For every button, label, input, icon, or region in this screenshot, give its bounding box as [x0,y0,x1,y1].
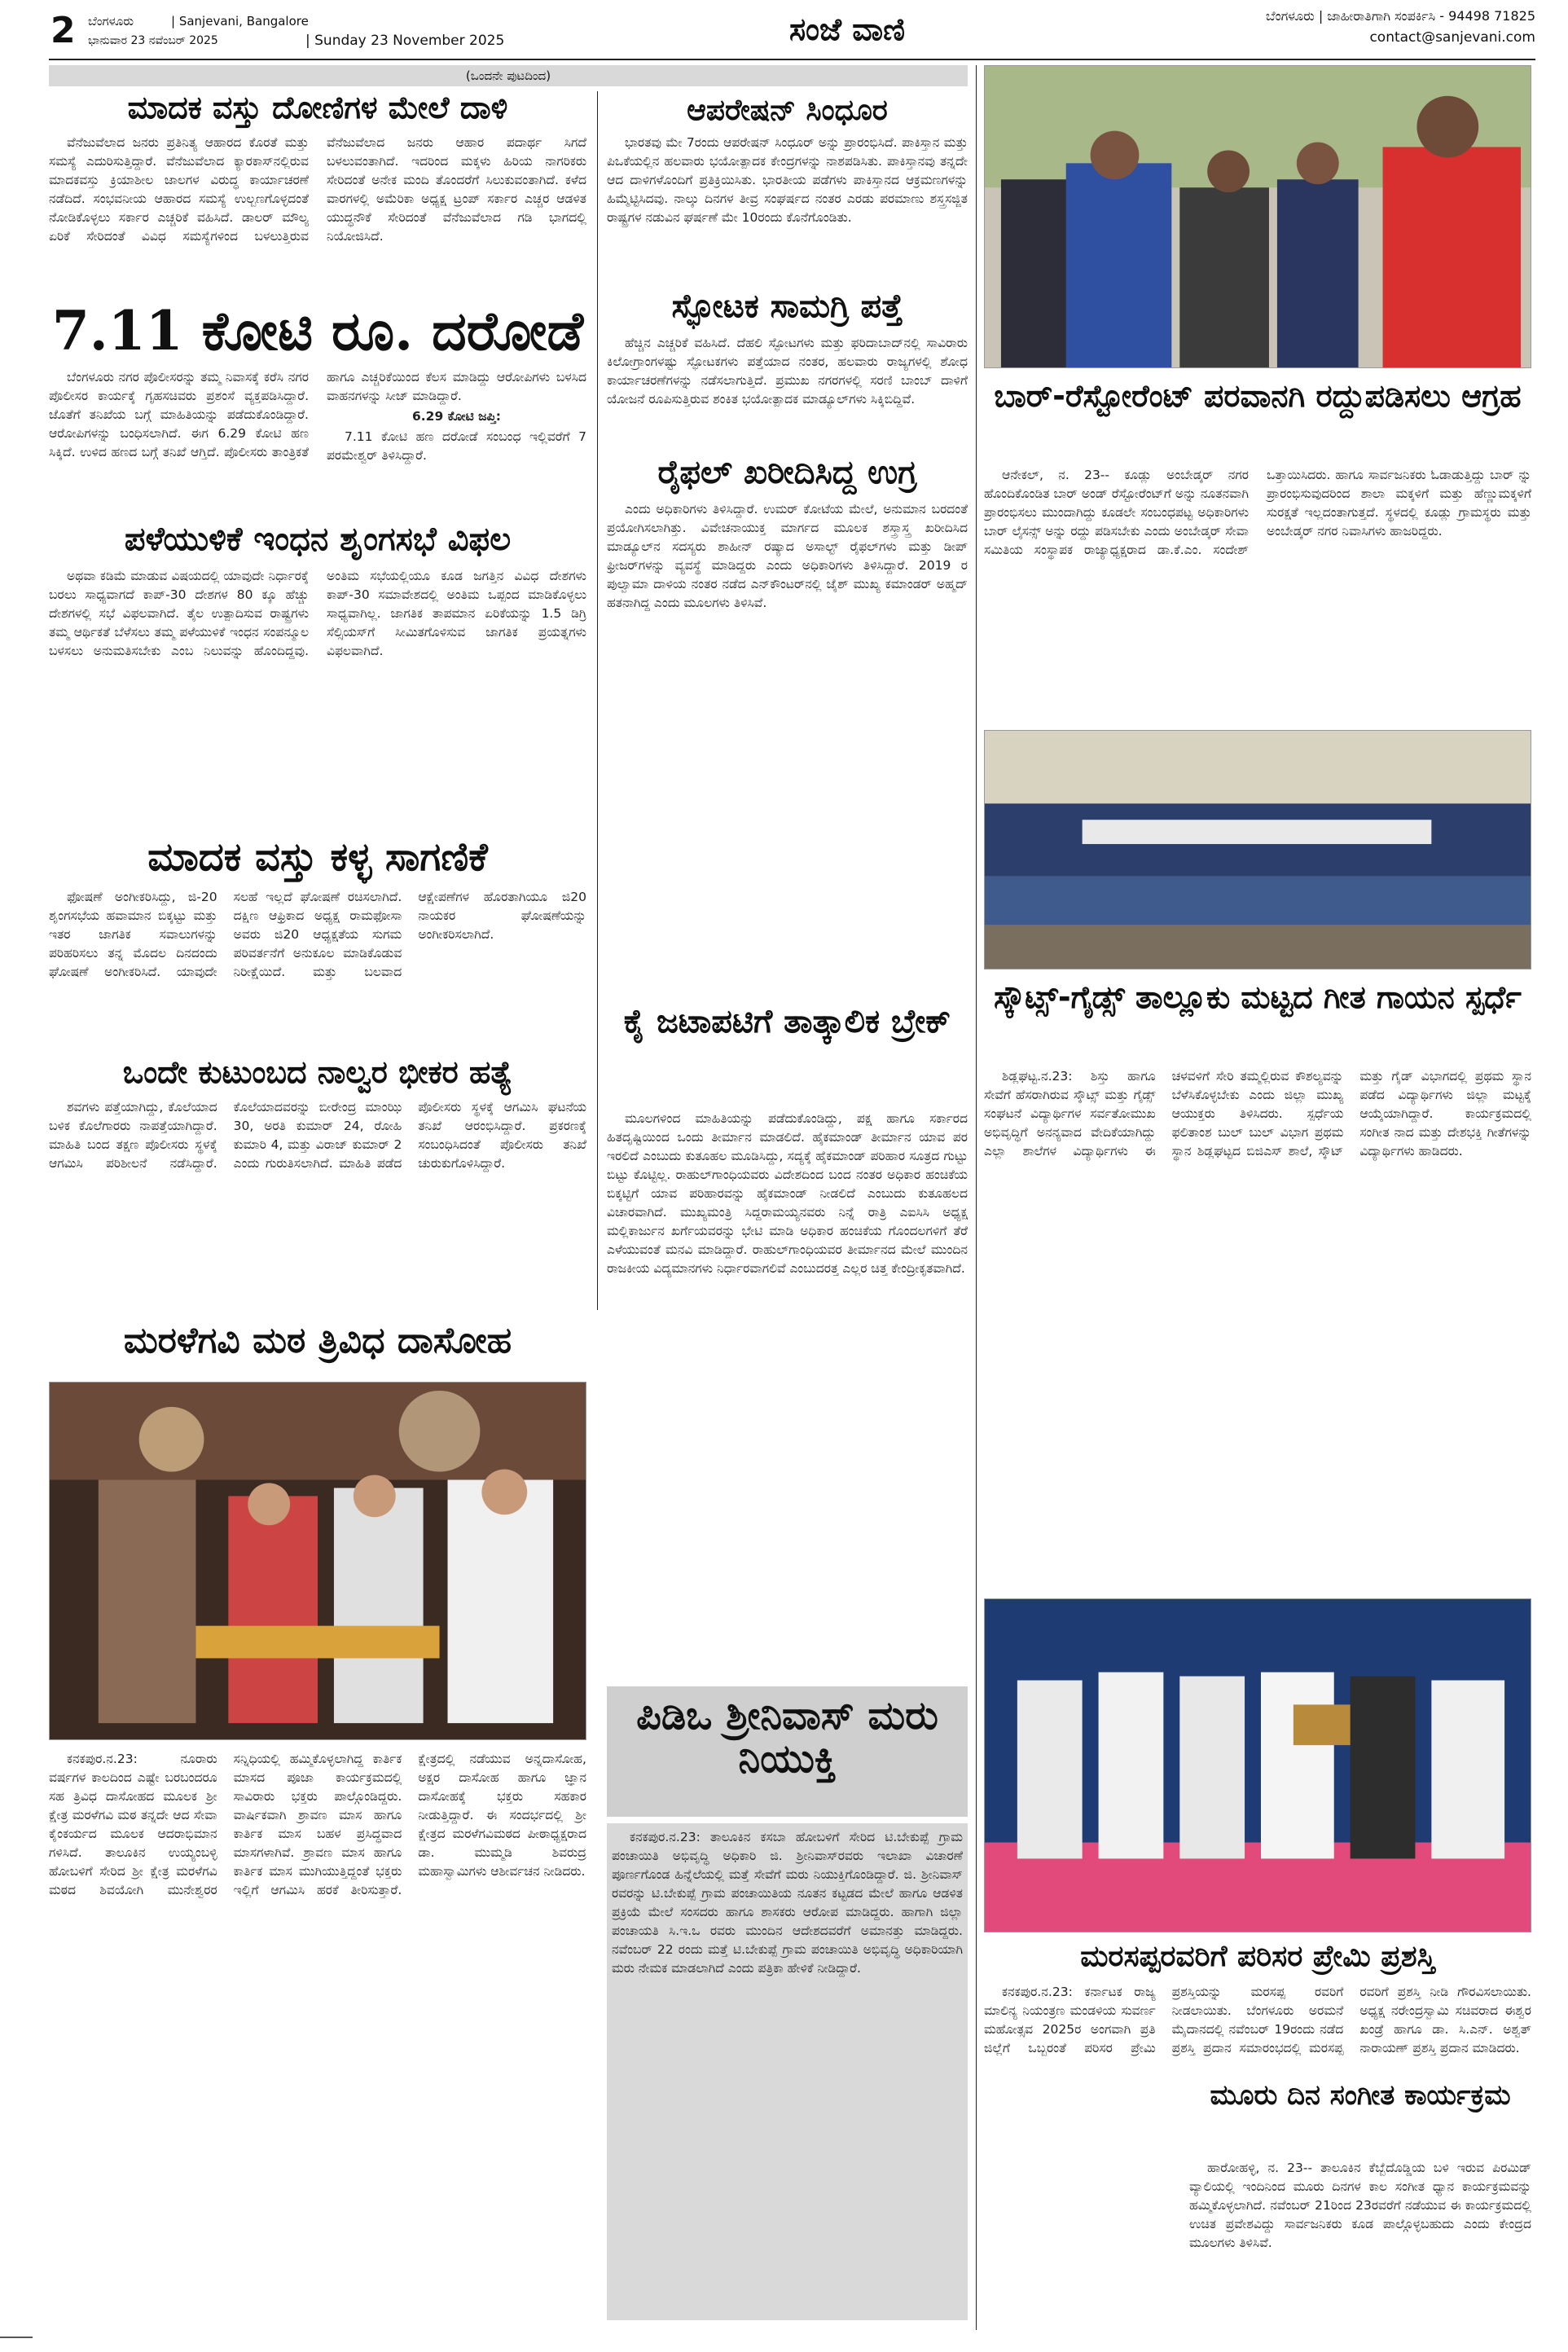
headline-fuel-summit: ಪಳೆಯುಳಿಕೆ ಇಂಧನ ಶೃಂಗಸಭೆ ವಿಫಲ [124,521,512,558]
headline-family-murder: ಒಂದೇ ಕುಟುಂಬದ ನಾಲ್ವರ ಭೀಕರ ಹತ್ಯೆ [122,1054,513,1090]
headline-drug-smuggling: ಮಾದಕ ವಸ್ತು ಕಳ್ಳ ಸಾಗಣಿಕೆ [147,834,488,880]
article-scouts-body: ಶಿಡ್ಲಘಟ್ಟ.ನ.23: ಶಿಸ್ತು ಹಾಗೂ ಸೇವೆಗೆ ಹೆಸರಾಗಿರುವ ಸ್ಕೌಟ್ಸ್ ಮತ್ತು ಗೈಡ್ಸ್ ಸಂಘಟನೆ ವಿದ್ಯಾರ್ಥಿಗಳ ಸರ್ವತೋಮುಖ ಅಭಿವೃದ್ಧಿಗೆ ಅನನ್ಯವಾದ ವೇದಿಕೆಯಾಗಿದ್ದು ಎಲ್ಲಾ ಶಾಲೆಗಳ ವಿದ್ಯಾರ್ಥಿಗಳು ಈ ಚಳವಳಿಗೆ ಸೇರಿ ತಮ್ಮಲ್ಲಿರುವ ಕೌಶಲ್ಯವನ್ನು ಬೆಳೆಸಿಕೊಳ್ಳಬೇಕು ಎಂದು ಜಿಲ್ಲಾ ಮುಖ್ಯ ಆಯುಕ್ತರು ತಿಳಿಸಿದರು. ಸ್ಪರ್ಧೆಯ ಫಲಿತಾಂಶ ಬುಲ್ ಬುಲ್ ವಿಭಾಗ ಪ್ರಥಮ ಸ್ಥಾನ ಶಿಡ್ಲಘಟ್ಟದ ಬಿಜಿಎಸ್ ಶಾಲೆ, ಸ್ಕೌಟ್ ಮತ್ತು ಗೈಡ್ ವಿಭಾಗದಲ್ಲಿ ಪ್ರಥಮ ಸ್ಥಾನ ಪಡೆದ ವಿದ್ಯಾರ್ಥಿಗಳು ಜಿಲ್ಲಾ ಮಟ್ಟಕ್ಕೆ ಆಯ್ಕೆಯಾಗಿದ್ದಾರೆ. ಕಾರ್ಯಕ್ರಮದಲ್ಲಿ ಸಂಗೀತ ನಾದ ಮತ್ತು ದೇಶಭಕ್ತಿ ಗೀತೆಗಳನ್ನು ವಿದ್ಯಾರ್ಥಿಗಳು ಹಾಡಿದರು. [984,1069,1531,1158]
masthead-city: ಬೆಂಗಳೂರು [88,14,134,29]
headline-robbery: 7.11 ಕೋಟಿ ರೂ. ದರೋಡೆ [51,299,584,363]
article-scouts [984,1067,1531,1589]
masthead-date-kn: ಭಾನುವಾರ 23 ನವೆಂಬರ್ 2025 [88,34,218,47]
page-number: 2 [51,10,76,51]
photo-scouts-group [984,730,1531,969]
headline-drug-boats: ಮಾದಕ ವಸ್ತು ದೋಣಿಗಳ ಮೇಲೆ ದಾಳಿ [127,90,508,125]
article-rifle [607,500,968,932]
photo-award-ceremony [984,1598,1531,1932]
article-tussle [607,1110,968,1680]
article-bar-body: ಆನೇಕಲ್, ನ. 23-- ಕೂಡ್ಲು ಅಂಬೇಡ್ಕರ್ ನಗರ ಹೊಂದಿಕೊಂಡಿತ ಬಾರ್ ಅಂಡ್ ರೆಸ್ಟೋರೆಂಟ್‌ಗೆ ಅನ್ನು ನೂತನವಾಗಿ ಪ್ರಾರಂಭಿಸಲು ಮುಂದಾಗಿದ್ದು ಕೂಡಲೇ ಸಂಬಂಧಪಟ್ಟ ಅಧಿಕಾರಿಗಳು ಬಾರ್ ಲೈಸನ್ಸ್ ಅನ್ನು ರದ್ದು ಪಡಿಸಬೇಕು ಎಂದು ಅಂಬೇಡ್ಕರ್ ಸೇವಾ ಸಮಿತಿಯ ಸಂಸ್ಥಾಪಕ ರಾಜ್ಯಾಧ್ಯಕ್ಷರಾದ ಡಾ.ಕೆ.ಎಂ. ಸಂದೇಶ್ ಒತ್ತಾಯಿಸಿದರು. ಹಾಗೂ ಸಾರ್ವಜನಿಕರು ಓಡಾಡುತ್ತಿದ್ದು ಬಾರ್ ನ್ನು ಪ್ರಾರಂಭಿಸುವುದರಿಂದ ಶಾಲಾ ಮಕ್ಕಳಿಗೆ ಮತ್ತು ಹೆಣ್ಣುಮಕ್ಕಳಿಗೆ ಸುರಕ್ಷತೆ ಇಲ್ಲದಂತಾಗುತ್ತದೆ. ಸ್ಥಳದಲ್ಲಿ ಕೂಡ್ಲು ಗ್ರಾಮಸ್ಥರು ಮತ್ತು ಅಂಬೇಡ್ಕರ್ ನಗರ ನಿವಾಸಿಗಳು ಹಾಜರಿದ್ದರು. [984,468,1531,557]
headline-mutt: ಮರಳೆಗವಿ ಮಠ ತ್ರಿವಿಧ ದಾಸೋಹ [123,1320,512,1361]
headline-bar: ಬಾರ್-ರೆಸ್ಟೋರೆಂಟ್ ಪರವಾನಗಿ ರದ್ದುಪಡಿಸಲು ಆಗ್ರಹ [994,378,1522,414]
photo-mutt-image [50,1383,586,1739]
article-drug-smuggling [49,888,586,1051]
article-bar [984,466,1531,719]
article-robbery-sublabel: 6.29 ಕೋಟಿ ಜಪ್ತಿ: [412,409,501,424]
photo-mutt-ceremony [49,1382,586,1740]
headline-rifle: ರೈಫಲ್ ಖರೀದಿಸಿದ್ದ ಉಗ್ರ [657,454,917,491]
vertical-rule-left [597,91,598,1310]
article-fuel-summit [49,567,586,828]
masthead [0,0,1568,64]
article-explosives-body: ಹೆಚ್ಚಿನ ಎಚ್ಚರಿಕೆ ವಹಿಸಿದೆ. ದೆಹಲಿ ಸ್ಫೋಟಗಳು ಮತ್ತು ಫರಿದಾಬಾದ್‌ನಲ್ಲಿ ಸಾವಿರಾರು ಕಿಲೋಗ್ರಾಂಗಳಷ್ಟು ಸ್ಫೋಟಕಗಳು ಪತ್ತೆಯಾದ ನಂತರ, ಹಲವಾರು ರಾಜ್ಯಗಳಲ್ಲಿ ಶೋಧ ಕಾರ್ಯಾಚರಣೆಗಳನ್ನು ನಡೆಸಲಾಗುತ್ತಿದೆ. ಪ್ರಮುಖ ನಗರಗಳಲ್ಲಿ ಸರಣಿ ಬಾಂಬ್ ದಾಳಿಗೆ ಯೋಜನೆ ರೂಪಿಸುತ್ತಿರುವ ಶಂಕಿತ ಭಯೋತ್ಪಾದಕ ಮಾಡ್ಯೂಲ್‌ಗಳು ಸಿಕ್ಕಿಬಿದ್ದಿವೆ. [607,336,968,407]
article-family-murder-body: ಶವಗಳು ಪತ್ತೆಯಾಗಿದ್ದು, ಕೊಲೆಯಾದ ಬಳಿಕ ಕೊಲೆಗಾರರು ನಾಪತ್ತೆಯಾಗಿದ್ದಾರೆ. ಮಾಹಿತಿ ಬಂದ ತಕ್ಷಣ ಪೊಲೀಸರು ಸ್ಥಳಕ್ಕೆ ಆಗಮಿಸಿ ಪರಿಶೀಲನೆ ನಡೆಸಿದ್ದಾರೆ. ಕೊಲೆಯಾದವರನ್ನು ಬೀರೇಂದ್ರ ಮಾಂಝಿ 30, ಅರತಿ ಕುಮಾರ್ 24, ರೋಹಿ ಕುಮಾರಿ 4, ಮತ್ತು ವಿರಾಜ್ ಕುಮಾರ್ 2 ಎಂದು ಗುರುತಿಸಲಾಗಿದೆ. ಮಾಹಿತಿ ಪಡೆದ ಪೊಲೀಸರು ಸ್ಥಳಕ್ಕೆ ಆಗಮಿಸಿ ಘಟನೆಯ ತನಿಖೆ ಆರಂಭಿಸಿದ್ದಾರೆ. ಪ್ರಕರಣಕ್ಕೆ ಸಂಬಂಧಿಸಿದಂತೆ ಪೊಲೀಸರು ತನಿಖೆ ಚುರುಕುಗೊಳಿಸಿದ್ದಾರೆ. [49,1100,586,1171]
headline-award: ಮರಸಪ್ಪರವರಿಗೆ ಪರಿಸರ ಪ್ರೇಮಿ ಪ್ರಶಸ್ತಿ [1080,1940,1435,1973]
article-award-body: ಕನಕಪುರ.ನ.23: ಕರ್ನಾಟಕ ರಾಜ್ಯ ಮಾಲಿನ್ಯ ನಿಯಂತ್ರಣ ಮಂಡಳಿಯ ಸುವರ್ಣ ಮಹೋತ್ಸವ 2025ರ ಅಂಗವಾಗಿ ಪ್ರತಿ ಜಿಲ್ಲೆಗೆ ಒಬ್ಬರಂತೆ ಪರಿಸರ ಪ್ರೇಮಿ ಪ್ರಶಸ್ತಿಯನ್ನು ಮರಸಪ್ಪ ರವರಿಗೆ ನೀಡಲಾಯಿತು. ಬೆಂಗಳೂರು ಅರಮನೆ ಮೈದಾನದಲ್ಲಿ ನವೆಂಬರ್ 19ರಂದು ನಡೆದ ಪ್ರಶಸ್ತಿ ಪ್ರದಾನ ಸಮಾರಂಭದಲ್ಲಿ ಮರಸಪ್ಪ ರವರಿಗೆ ಪ್ರಶಸ್ತಿ ನೀಡಿ ಗೌರವಿಸಲಾಯಿತು. ಅಧ್ಯಕ್ಷ ನರೇಂದ್ರಸ್ವಾಮಿ ಸಚಿವರಾದ ಈಶ್ವರ ಖಂಡ್ರೆ ಹಾಗೂ ಡಾ. ಸಿ.ಎನ್. ಅಶ್ವತ್ ನಾರಾಯಣ್ ಪ್ರಶಸ್ತಿ ಪ್ರದಾನ ಮಾಡಿದರು. [984,1985,1531,2055]
headline-pdo [607,1686,968,1817]
article-mutt [49,1750,586,2320]
article-family-murder [49,1098,586,1310]
article-drug-boats-body: ವೆನೆಜುವೆಲಾದ ಜನರು ಪ್ರತಿನಿತ್ಯ ಆಹಾರದ ಕೊರತೆ ಮತ್ತು ಸಮಸ್ಯೆ ಎದುರಿಸುತ್ತಿದ್ದಾರೆ. ವೆನೆಜುವೆಲಾದ ಕ್ಯಾರಕಾಸ್‌ನಲ್ಲಿರುವ ಮಾದಕವಸ್ತು ಕ್ರಿಯಾಶೀಲ ಜಾಲಗಳ ವಿರುದ್ಧ ಕಾರ್ಯಾಚರಣೆ ನಡೆದಿದೆ. ಸಂಭವನೀಯ ಆಹಾರದ ಸಮಸ್ಯೆ ಉಲ್ಬಣಗೊಳ್ಳದಂತೆ ನೋಡಿಕೊಳ್ಳಲು ಸರ್ಕಾರ ಎಚ್ಚರಿಕೆ ವಹಿಸಿದೆ. ಡಾಲರ್ ಮೌಲ್ಯ ಏರಿಕೆ ಸೇರಿದಂತೆ ವಿವಿಧ ಸಮಸ್ಯೆಗಳಿಂದ ಬಳಲುತ್ತಿರುವ ವೆನೆಜುವೆಲಾದ ಜನರು ಆಹಾರ ಪದಾರ್ಥ ಸಿಗದೆ ಬಳಲುವಂತಾಗಿದೆ. ಇದರಿಂದ ಮಕ್ಕಳು ಹಿರಿಯ ನಾಗರಿಕರು ಸೇರಿದಂತೆ ಅನೇಕ ಮಂದಿ ತೊಂದರೆಗೆ ಸಿಲುಕುವಂತಾಗಿದೆ. ಕಳೆದ ವಾರಗಳಲ್ಲಿ ಅಮೆರಿಕಾ ಅಧ್ಯಕ್ಷ ಟ್ರಂಪ್ ಸರ್ಕಾರ ಎಚ್ಚರ ಆಡಳಿತ ಯುದ್ಧನೌಕೆ ಸೇರಿದಂತೆ ವೆನೆಜುವೆಲಾದ ಗಡಿ ಭಾಗದಲ್ಲಿ ನಿಯೋಜಿಸಿದೆ. [49,135,586,244]
masthead-ad-contact: ಬೆಂಗಳೂರು | ಜಾಹೀರಾತಿಗಾಗಿ ಸಂಪರ್ಕಿಸಿ - 94498 71825 [1266,8,1535,24]
article-robbery-body: ಬೆಂಗಳೂರು ನಗರ ಪೊಲೀಸರನ್ನು ತಮ್ಮ ನಿವಾಸಕ್ಕೆ ಕರೆಸಿ ನಗರ ಪೊಲೀಸರ ಕಾರ್ಯಕ್ಕೆ ಗೃಹಸಚಿವರು ಪ್ರಶಂಸೆ ವ್ಯಕ್ತಪಡಿಸಿದ್ದಾರೆ. ಜೊತೆಗೆ ತನಿಖೆಯ ಬಗ್ಗೆ ಮಾಹಿತಿಯನ್ನು ಪಡೆದುಕೊಂಡಿದ್ದಾರೆ. ಆರೋಪಿಗಳನ್ನು ಬಂಧಿಸಲಾಗಿದೆ. ಈಗ 6.29 ಕೋಟಿ ಹಣ ಸಿಕ್ಕಿದೆ. ಉಳಿದ ಹಣದ ಬಗ್ಗೆ ತನಿಖೆ ಆಗ್ತಿದೆ. ಪೊಲೀಸರು ತಾಂತ್ರಿಕತೆ ಹಾಗೂ ಎಚ್ಚರಿಕೆಯಿಂದ ಕೆಲಸ ಮಾಡಿದ್ದು ಆರೋಪಿಗಳು ಬಳಸಿದ ವಾಹನಗಳನ್ನು ಸೀಜ್ ಮಾಡಿದ್ದಾರೆ. [49,370,586,459]
article-robbery [49,368,586,515]
article-pdo-body: ಕನಕಪುರ.ನ.23: ತಾಲೂಕಿನ ಕಸಬಾ ಹೋಬಳಿಗೆ ಸೇರಿದ ಟಿ.ಬೇಕುಪ್ಪೆ ಗ್ರಾಮ ಪಂಚಾಯಿತಿ ಅಭಿವೃದ್ಧಿ ಅಧಿಕಾರಿ ಜಿ. ಶ್ರೀನಿವಾಸ್‌ರವರು ಇಲಾಖಾ ವಿಚಾರಣೆ ಪೂರ್ಣಗೊಂಡ ಹಿನ್ನೆಲೆಯಲ್ಲಿ ಮತ್ತೆ ಸೇವೆಗೆ ಮರು ನಿಯುಕ್ತಿಗೊಂಡಿದ್ದಾರೆ. ಜಿ. ಶ್ರೀನಿವಾಸ್ ರವರನ್ನು ಟಿ.ಬೇಕುಪ್ಪೆ ಗ್ರಾಮ ಪಂಚಾಯಿತಿಯ ನೂತನ ಕಟ್ಟಡದ ಮೇಲೆ ಹಾಗೂ ಆಡಳಿತ ಪ್ರಕ್ರಿಯೆ ಮೇಲೆ ಸಂಸದರು ಹಾಗೂ ಶಾಸಕರು ಆರೋಪ ಮಾಡಿದ್ದರು. ಹಾಗಾಗಿ ಜಿಲ್ಲಾ ಪಂಚಾಯತಿ ಸಿ.ಇ.ಒ ರವರು ಮುಂದಿನ ಆದೇಶದವರೆಗೆ ಅಮಾನತ್ತು ಮಾಡಿದ್ದರು. ನವೆಂಬರ್ 22 ರಂದು ಮತ್ತೆ ಟಿ.ಬೇಕುಪ್ಪೆ ಗ್ರಾಮ ಪಂಚಾಯಿತಿ ಅಭಿವೃದ್ಧಿ ಅಧಿಕಾರಿಯಾಗಿ ಮರು ನೇಮಕ ಮಾಡಲಾಗಿದೆ ಎಂದು ಪತ್ರಿಕಾ ಹೇಳಿಕೆ ನೀಡಿದ್ದಾರೆ. [612,1830,963,1976]
article-music-body: ಹಾರೋಹಳ್ಳಿ, ನ. 23-- ತಾಲೂಕಿನ ಕೆಬ್ಬೆದೊಡ್ಡಿಯ ಬಳಿ ಇರುವ ಪಿರಮಿಡ್ ವ್ಯಾಲಿಯಲ್ಲಿ ಇಂದಿನಿಂದ ಮೂರು ದಿನಗಳ ಕಾಲ ಸಂಗೀತ ಧ್ಯಾನ ಕಾರ್ಯಕ್ರಮವನ್ನು ಹಮ್ಮಿಕೊಳ್ಳಲಾಗಿದೆ. ನವೆಂಬರ್ 21ರಿಂದ 23ರವರೆಗೆ ನಡೆಯುವ ಈ ಕಾರ್ಯಕ್ರಮದಲ್ಲಿ ಉಚಿತ ಪ್ರವೇಶವಿದ್ದು ಸಾರ್ವಜನಿಕರು ಕೂಡ ಪಾಲ್ಗೊಳ್ಳಬಹುದು ಎಂದು ಕೇಂದ್ರದ ಮೂಲಗಳು ತಿಳಿಸಿವೆ. [1189,2161,1531,2250]
masthead-rule [49,59,1535,60]
continued-label: (ಒಂದನೇ ಪುಟದಿಂದ) [49,65,968,86]
newspaper-logo [749,8,945,51]
article-explosives [607,334,968,451]
article-pdo [607,1823,968,2320]
article-mutt-body: ಕನಕಪುರ.ನ.23: ನೂರಾರು ವರ್ಷಗಳ ಕಾಲದಿಂದ ಎಷ್ಟೇ ಬರಬಂದರೂ ಸಹ ತ್ರಿವಿಧ ದಾಸೋಹದ ಮೂಲಕ ಶ್ರೀ ಕ್ಷೇತ್ರ ಮರಳೆಗವಿ ಮಠ ತನ್ನದೇ ಆದ ಸೇವಾ ಕೈಂಕರ್ಯದ ಮೂಲಕ ಆದರಾಭಿಮಾನ ಗಳಿಸಿದೆ. ತಾಲೂಕಿನ ಉಯ್ಯಂಬಳ್ಳಿ ಹೋಬಳಿಗೆ ಸೇರಿದ ಶ್ರೀ ಕ್ಷೇತ್ರ ಮರಳೆಗವಿ ಮಠದ ಶಿವಯೋಗಿ ಮುನೇಶ್ವರರ ಸನ್ನಿಧಿಯಲ್ಲಿ ಹಮ್ಮಿಕೊಳ್ಳಲಾಗಿದ್ದ ಕಾರ್ತಿಕ ಮಾಸದ ಪೂಜಾ ಕಾರ್ಯಕ್ರಮದಲ್ಲಿ ಸಾವಿರಾರು ಭಕ್ತರು ಪಾಲ್ಗೊಂಡಿದ್ದರು. ವಾರ್ಷಿಕವಾಗಿ ಶ್ರಾವಣ ಮಾಸ ಹಾಗೂ ಕಾರ್ತಿಕ ಮಾಸ ಬಹಳ ಪ್ರಸಿದ್ಧವಾದ ಮಾಸಗಳಾಗಿವೆ. ಶ್ರಾವಣ ಮಾಸ ಹಾಗೂ ಕಾರ್ತಿಕ ಮಾಸ ಮುಗಿಯುತ್ತಿದ್ದಂತೆ ಭಕ್ತರು ಇಲ್ಲಿಗೆ ಆಗಮಿಸಿ ಹರಕೆ ತೀರಿಸುತ್ತಾರೆ. ಕ್ಷೇತ್ರದಲ್ಲಿ ನಡೆಯುವ ಅನ್ನದಾಸೋಹ, ಅಕ್ಷರ ದಾಸೋಹ ಹಾಗೂ ಜ್ಞಾನ ದಾಸೋಹಕ್ಕೆ ಭಕ್ತರು ಸಹಕಾರ ನೀಡುತ್ತಿದ್ದಾರೆ. ಈ ಸಂದರ್ಭದಲ್ಲಿ ಶ್ರೀ ಕ್ಷೇತ್ರದ ಮರಳೆಗವಿಮಠದ ಪೀಠಾಧ್ಯಕ್ಷರಾದ ಡಾ. ಮುಮ್ಮಡಿ ಶಿವರುದ್ರ ಮಹಾಸ್ವಾಮಿಗಳು ಆಶೀರ್ವಚನ ನೀಡಿದರು. [49,1752,586,1897]
photo-bar-protest [984,65,1531,368]
article-fuel-summit-body: ಅಥವಾ ಕಡಿಮೆ ಮಾಡುವ ವಿಷಯದಲ್ಲಿ ಯಾವುದೇ ನಿರ್ಧಾರಕ್ಕೆ ಬರಲು ಸಾಧ್ಯವಾಗದೆ ಕಾಪ್-30 ದೇಶಗಳ 80 ಕ್ಕೂ ಹೆಚ್ಚು ದೇಶಗಳಲ್ಲಿ ಸಭೆ ವಿಫಲವಾಗಿದೆ. ತೈಲ ಉತ್ಪಾದಿಸುವ ರಾಷ್ಟ್ರಗಳು ತಮ್ಮ ಆರ್ಥಿಕತೆ ಬೆಳೆಸಲು ತಮ್ಮ ಪಳೆಯುಳಿಕೆ ಇಂಧನ ಸಂಪನ್ಮೂಲ ಬಳಸಲು ಅನುಮತಿಸಬೇಕು ಎಂಬ ನಿಲುವನ್ನು ಹೊಂದಿದ್ದವು. ಅಂತಿಮ ಸಭೆಯಲ್ಲಿಯೂ ಕೂಡ ಜಗತ್ತಿನ ವಿವಿಧ ದೇಶಗಳು ಕಾಪ್-30 ಸಮಾವೇಶದಲ್ಲಿ ಅಂತಿಮ ಒಪ್ಪಂದ ಮಾಡಿಕೊಳ್ಳಲು ಸಾಧ್ಯವಾಗಿಲ್ಲ. ಜಾಗತಿಕ ತಾಪಮಾನ ಏರಿಕೆಯನ್ನು 1.5 ಡಿಗ್ರಿ ಸೆಲ್ಸಿಯಸ್‌ಗೆ ಸೀಮಿತಗೊಳಿಸುವ ಜಾಗತಿಕ ಪ್ರಯತ್ನಗಳು ವಿಫಲವಾಗಿದೆ. [49,569,586,658]
article-rifle-body: ಎಂದು ಅಧಿಕಾರಿಗಳು ತಿಳಿಸಿದ್ದಾರೆ. ಉಮರ್ ಕೋಟೆಯ ಮೇಲೆ, ಅನುಮಾನ ಬರದಂತೆ ಪ್ರಯೋಗಿಸಲಾಗಿತ್ತು. ವಿವೇಚನಾಯುಕ್ತ ಮಾರ್ಗದ ಮೂಲಕ ಶಸ್ತ್ರಾಸ್ತ್ರ ಖರೀದಿಸಿದ ಮಾಡ್ಯೂಲ್‌ನ ಸದಸ್ಯರು ಶಾಹೀನ್ ರಷ್ಯಾದ ಅಸಾಲ್ಟ್ ರೈಫಲ್‌ಗಳು ಮತ್ತು ಡೀಪ್ ಫ್ರೀಜರ್‌ಗಳನ್ನು ವ್ಯವಸ್ಥೆ ಮಾಡಿದ್ದರು ಎಂದು ಅಧಿಕಾರಿಗಳು ತಿಳಿಸಿದ್ದಾರೆ. 2019 ರ ಪುಲ್ವಾಮಾ ದಾಳಿಯ ನಂತರ ನಡೆದ ಎನ್‌ಕೌಂಟರ್‌ನಲ್ಲಿ ಜೈಶ್ ಮುಖ್ಯ ಕಮಾಂಡರ್ ಅಹ್ಮದ್ ಹತನಾಗಿದ್ದ ಎಂದು ಮೂಲಗಳು ತಿಳಿಸಿವೆ. [607,502,968,610]
photo-scouts-group-image [985,731,1531,969]
headline-pdo-text: ಪಿಡಿಒ ಶ್ರೀನಿವಾಸ್ ಮರು ನಿಯುಕ್ತಿ [636,1693,938,1782]
article-tussle-body: ಮೂಲಗಳಿಂದ ಮಾಹಿತಿಯನ್ನು ಪಡೆದುಕೊಂಡಿದ್ದು, ಪಕ್ಷ ಹಾಗೂ ಸರ್ಕಾರದ ಹಿತದೃಷ್ಟಿಯಿಂದ ಒಂದು ತೀರ್ಮಾನ ಮಾಡಲಿದೆ. ಹೈಕಮಾಂಡ್ ತೀರ್ಮಾನ ಯಾವ ಪರ ಇರಲಿದೆ ಎಂಬುದು ಕುತೂಹಲ ಮೂಡಿಸಿದ್ದು, ಸದ್ಯಕ್ಕೆ ಹೈಕಮಾಂಡ್ ಪರಿಹಾರ ಸೂತ್ರದ ಗುಟ್ಟು ಬಿಟ್ಟು ಕೊಟ್ಟಿಲ್ಲ. ರಾಹುಲ್‌ಗಾಂಧಿಯವರು ವಿದೇಶದಿಂದ ಬಂದ ನಂತರ ಅಧಿಕಾರ ಹಂಚಿಕೆಯ ಬಿಕ್ಕಟ್ಟಿಗೆ ಯಾವ ಪರಿಹಾರವನ್ನು ಹೈಕಮಾಂಡ್ ನೀಡಲಿದೆ ಎಂಬುದು ಕುತೂಹಲದ ವಿಚಾರವಾಗಿದೆ. ಮುಖ್ಯಮಂತ್ರಿ ಸಿದ್ದರಾಮಯ್ಯನವರು ನಿನ್ನೆ ರಾತ್ರಿ ಎಐಸಿಸಿ ಅಧ್ಯಕ್ಷ ಮಲ್ಲಿಕಾರ್ಜುನ ಖರ್ಗೆಯವರನ್ನು ಭೇಟಿ ಮಾಡಿ ಅಧಿಕಾರ ಹಂಚಿಕೆಯ ಗೊಂದಲಗಳಿಗೆ ತೆರೆ ಎಳೆಯುವಂತೆ ಮನವಿ ಮಾಡಿದ್ದಾರೆ. ರಾಹುಲ್‌ಗಾಂಧಿಯವರ ತೀರ್ಮಾನದ ಮೇಲೆ ಮುಂದಿನ ರಾಜಕೀಯ ವಿದ್ಯಮಾನಗಳು ನಿರ್ಧಾರವಾಗಲಿವೆ ಎಂಬುದರತ್ತ ಎಲ್ಲರ ಚಿತ್ತ ಕೇಂದ್ರೀಕೃತವಾಗಿದೆ. [607,1111,968,1276]
photo-bar-protest-image [985,66,1531,367]
article-sindoor [607,134,968,285]
vertical-rule-right [976,65,977,2330]
article-robbery-subbody: 7.11 ಕೋಟಿ ಹಣ ದರೋಡೆ ಸಂಬಂಧ ಇಲ್ಲಿವರೆಗೆ 7 ಪರಮೇಶ್ವರ್ ತಿಳಿಸಿದ್ದಾರೆ. [327,429,586,463]
photo-award-ceremony-image [985,1599,1531,1932]
headline-sindoor: ಆಪರೇಷನ್ ಸಿಂಧೂರ [687,94,888,127]
headline-scouts: ಸ್ಕೌಟ್ಸ್-ಗೈಡ್ಸ್ ತಾಲ್ಲೂಕು ಮಟ್ಟದ ಗೀತ ಗಾಯನ ಸ್ಪರ್ಧೆ [994,979,1522,1015]
article-sindoor-body: ಭಾರತವು ಮೇ 7ರಂದು ಆಪರೇಷನ್ ಸಿಂಧೂರ್ ಅನ್ನು ಪ್ರಾರಂಭಿಸಿದೆ. ಪಾಕಿಸ್ತಾನ ಮತ್ತು ಪಿಒಕೆಯಲ್ಲಿನ ಹಲವಾರು ಭಯೋತ್ಪಾದಕ ಕೇಂದ್ರಗಳನ್ನು ನಾಶಪಡಿಸಿತು. ಪಾಕಿಸ್ತಾನವು ತನ್ನದೇ ಆದ ದಾಳಿಗಳೊಂದಿಗೆ ಪ್ರತಿಕ್ರಿಯಿಸಿತು. ಭಾರತೀಯ ಪಡೆಗಳು ಪಾಕಿಸ್ತಾನದ ಆಕ್ರಮಣಗಳನ್ನು ಹಿಮ್ಮೆಟ್ಟಿಸಿದವು. ನಾಲ್ಕು ದಿನಗಳ ತೀವ್ರ ಸಂಘರ್ಷದ ನಂತರ ಎರಡು ಪರಮಾಣು ಶಸ್ತ್ರಸಜ್ಜಿತ ರಾಷ್ಟ್ರಗಳ ನಡುವಿನ ಘರ್ಷಣೆ ಮೇ 10ರಂದು ಕೊನೆಗೊಂಡಿತು. [607,135,968,225]
logo-text: ಸಂಜೆ ವಾಣಿ [788,11,905,47]
headline-explosives: ಸ್ಫೋಟಕ ಸಾಮಗ್ರಿ ಪತ್ತೆ [671,288,903,325]
masthead-date-en: | Sunday 23 November 2025 [305,33,505,49]
footer-mark [0,2337,33,2338]
article-music [1189,2159,1531,2322]
masthead-edition: | Sanjevani, Bangalore [171,14,309,29]
article-drug-smuggling-body: ಫೋಷಣೆ ಅಂಗೀಕರಿಸಿದ್ದು, ಜಿ-20 ಶೃಂಗಸಭೆಯ ಹವಾಮಾನ ಬಿಕ್ಕಟ್ಟು ಮತ್ತು ಇತರ ಜಾಗತಿಕ ಸವಾಲುಗಳನ್ನು ಪರಿಹರಿಸಲು ತನ್ನ ಮೊದಲ ದಿನದಂದು ಘೋಷಣೆ ಅಂಗೀಕರಿಸಿದೆ. ಯಾವುದೇ ಸಲಹೆ ಇಲ್ಲದೆ ಘೋಷಣೆ ರಚಿಸಲಾಗಿದೆ. ದಕ್ಷಿಣ ಆಫ್ರಿಕಾದ ಅಧ್ಯಕ್ಷ ರಾಮಫೋಸಾ ಅವರು ಜಿ20 ಆಧ್ಯಕ್ಷತೆಯ ಸುಗಮ ಪರಿವರ್ತನೆಗೆ ಅನುಕೂಲ ಮಾಡಿಕೊಡುವ ನಿರೀಕ್ಷೆಯಿದೆ. ಮತ್ತು ಬಲವಾದ ಆಕ್ಷೇಪಣೆಗಳ ಹೊರತಾಗಿಯೂ ಜಿ20 ನಾಯಕರ ಘೋಷಣೆಯನ್ನು ಅಂಗೀಕರಿಸಲಾಗಿದೆ. [49,890,586,979]
masthead-email: contact@sanjevani.com [1369,29,1535,46]
article-drug-boats [49,134,586,297]
headline-tussle: ಕೈ ಜಟಾಪಟಿಗೆ ತಾತ್ಕಾಲಿಕ ಬ್ರೇಕ್ [623,1003,951,1040]
headline-music: ಮೂರು ದಿನ ಸಂಗೀತ ಕಾರ್ಯಕ್ರಮ [1189,2077,1531,2113]
